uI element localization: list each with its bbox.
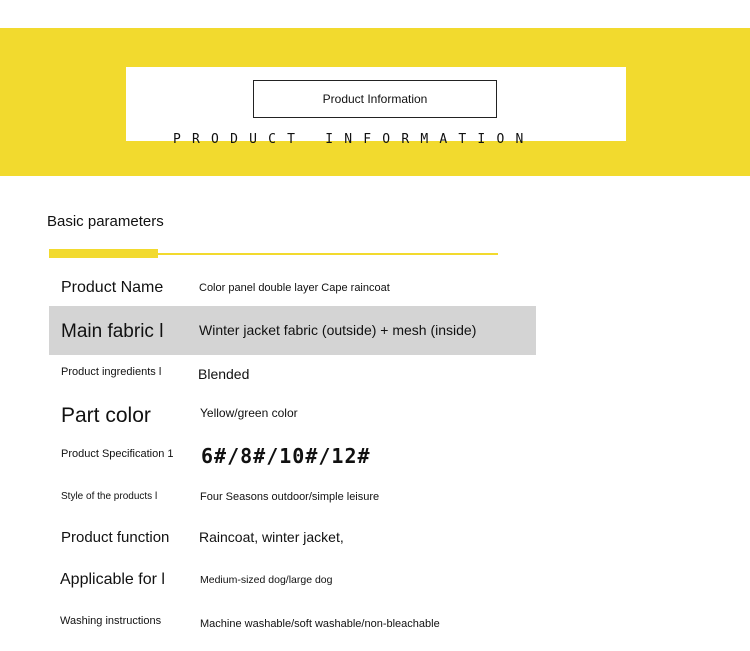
section-title: Basic parameters — [47, 213, 164, 230]
header-banner — [0, 28, 750, 176]
param-value: Winter jacket fabric (outside) + mesh (inside) — [199, 322, 477, 338]
param-label: Product Specification 1 — [61, 448, 174, 460]
param-label: Product function — [61, 529, 170, 546]
header-title: Product Information — [253, 80, 497, 118]
param-value: Medium-sized dog/large dog — [200, 574, 333, 586]
param-value: Raincoat, winter jacket, — [199, 529, 344, 545]
param-label: Washing instructions — [60, 615, 162, 627]
param-label: Applicable for l — [60, 571, 165, 588]
header-card — [126, 67, 626, 141]
section-underline-thin — [158, 253, 498, 255]
param-value: Color panel double layer Cape raincoat — [199, 282, 390, 294]
param-label: Part color — [61, 404, 151, 427]
param-value: Blended — [198, 366, 250, 382]
param-value: Four Seasons outdoor/simple leisure — [200, 491, 380, 503]
header-subtitle: PRODUCT INFORMATION — [173, 132, 535, 147]
param-value: Machine washable/soft washable/non-bleachable — [200, 618, 440, 630]
param-value: Yellow/green color — [200, 406, 298, 420]
param-label: Product Name — [61, 279, 164, 296]
param-value: 6#/8#/10#/12# — [201, 444, 371, 468]
param-label: Product ingredients l — [61, 366, 162, 378]
section-underline-thick — [49, 249, 158, 258]
param-label: Main fabric l — [61, 321, 164, 342]
param-label: Style of the products l — [61, 491, 158, 502]
